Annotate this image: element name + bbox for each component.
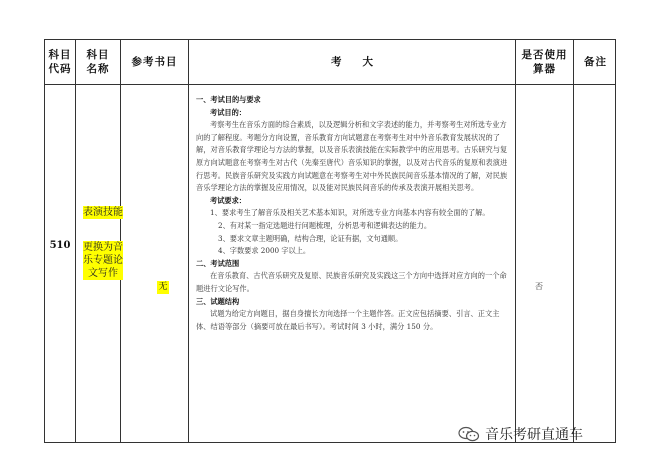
- requirement-label: 考试要求：: [210, 195, 246, 205]
- header-remark: 备注: [584, 56, 607, 68]
- exam-content: [196, 94, 511, 333]
- exam-syllabus-table: [44, 39, 616, 443]
- requirement-item: 3、要求文章主题明确，结构合理，论证有据，文句通顺。: [218, 233, 403, 243]
- aim-label: 考试目的：: [210, 107, 246, 117]
- column-divider: [573, 40, 574, 442]
- header-divider: [45, 84, 615, 85]
- section-title: 二、考试范围: [196, 258, 240, 268]
- section-title: 一、考试目的与要求: [196, 95, 261, 104]
- requirement-item: 4、字数要求 2000 字以上。: [218, 246, 311, 256]
- subject-code: 510: [49, 240, 71, 251]
- scope-text: 在音乐教育、古代音乐研究及复原、民族音乐研究及实践这三个方向中选择对应方向的一个命题进行文论写作。: [196, 271, 507, 293]
- structure-text: 试题为给定方向题目，据自身擅长方向选择一个主题作答。正文应包括摘要、引言、正文主体、结语等部分（摘要可放在最后书写）。考试时间 3 小时，满分 150 分。: [196, 309, 500, 331]
- header-books: 参考书目: [131, 56, 178, 68]
- subject-name-original: 表演技能: [83, 207, 123, 218]
- requirement-item: 2、有对某一指定选题进行问题梳理，分析思考和逻辑表达的能力。: [218, 220, 432, 230]
- watermark: [458, 424, 583, 444]
- reference-books: 无: [158, 282, 168, 292]
- column-divider: [515, 40, 516, 442]
- wechat-icon: [458, 426, 480, 442]
- requirement-item: 1、要求考生了解音乐及相关艺术基本知识，对所选专业方向基本内容有较全面的了解。: [210, 208, 490, 218]
- column-divider: [75, 40, 76, 442]
- subject-name-replacement: 更换为音乐专题论文写作: [83, 242, 123, 279]
- aim-text: 考察考生在音乐方面的综合素质，以及逻辑分析和文字表述的能力，并考察考生对所选专业方向的了解程度。考题分方向设置，音乐教育方向试题意在考察考生对中外音乐教育发展状况的了解，对音乐教育学理论与方法的掌握，以及音乐表演技能在实际教学中的应用思考。古乐研究与复原方向试题意在考察考生对古代（先秦至唐代）音乐知识的掌握，以及对古代音乐的复原和表演进行思考。民族音乐研究及实践方向试题意在考察考生对中外民族民间音乐基本情况的了解，对民族音乐学理论方法的掌握及应用情况，以及能对民族民间音乐的传承及表演开展相关思考。: [196, 120, 508, 193]
- header-exam: 考 大: [331, 56, 373, 68]
- header-subject: 科目名称: [86, 49, 110, 75]
- header-calculator: 是否使用算器: [521, 49, 568, 75]
- header-code: 科目代码: [48, 49, 72, 75]
- watermark-text: 音乐考研直通车: [485, 427, 583, 443]
- section-title: 三、试题结构: [196, 296, 240, 306]
- calculator-value: 否: [535, 282, 543, 291]
- column-divider: [188, 40, 189, 442]
